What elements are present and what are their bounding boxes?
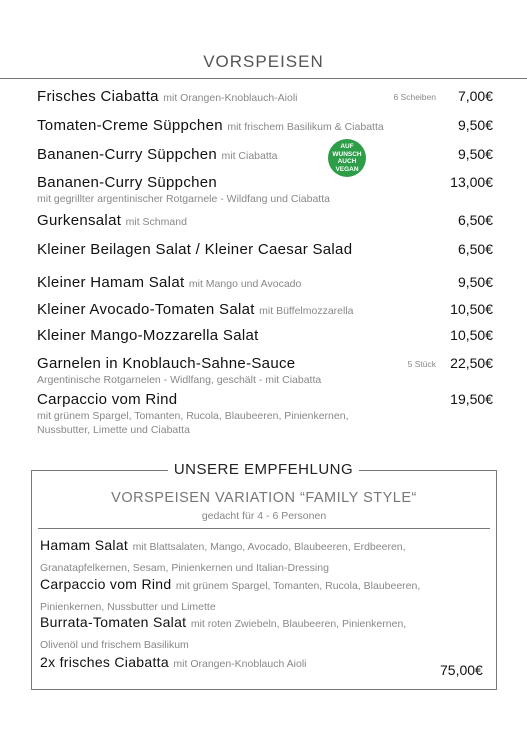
menu-item: [37, 327, 493, 345]
item-name: Kleiner Mango-Mozzarella Salat: [37, 327, 259, 344]
item-price: 19,50€: [450, 391, 493, 407]
item-price: 10,50€: [450, 301, 493, 317]
menu-item: [37, 88, 493, 106]
rec-item-name: Hamam Salat: [40, 537, 129, 553]
item-price: 9,50€: [457, 117, 493, 133]
item-desc: mit Orangen-Knoblauch-Aioli: [163, 92, 298, 104]
recommendation-title: VORSPEISEN VARIATION “FAMILY STYLE“: [111, 490, 417, 506]
rec-item-desc: mit Blattsalaten, Mango, Avocado, Blaubeeren, Erdbeeren,: [132, 541, 406, 553]
item-price: 6,50€: [457, 241, 493, 257]
menu-item: [37, 274, 493, 292]
vegan-badge: [328, 139, 366, 177]
item-name: Gurkensalat: [37, 212, 122, 229]
item-name: Bananen-Curry Süppchen: [37, 146, 218, 163]
vegan-badge-line: WUNSCH: [332, 150, 362, 158]
rec-item-name: Burrata-Tomaten Salat: [40, 614, 187, 630]
menu-item: [37, 117, 493, 135]
item-desc: mit Mango und Avocado: [188, 278, 302, 290]
item-desc: mit Ciabatta: [221, 150, 278, 162]
item-desc: mit frischem Basilikum & Ciabatta: [227, 121, 384, 133]
recommendation-heading: UNSERE EMPFEHLUNG: [168, 461, 359, 478]
menu-item: [37, 174, 493, 206]
vegan-badge-line: AUCH: [337, 158, 357, 165]
menu-item: [37, 355, 493, 387]
rec-item-name: 2x frisches Ciabatta: [40, 654, 169, 670]
item-price: 22,50€: [450, 355, 493, 371]
menu-item: [37, 146, 493, 164]
vegan-badge-line: VEGAN: [335, 165, 359, 173]
item-name: Tomaten-Creme Süppchen: [37, 117, 223, 134]
menu-item: [37, 301, 493, 319]
item-desc: mit grünem Spargel, Tomanten, Rucola, Blaubeeren, Pinienkernen,: [37, 410, 349, 422]
recommendation-divider: [38, 528, 490, 529]
item-desc: mit Schmand: [125, 216, 187, 228]
recommendation-item: [40, 613, 490, 655]
item-qty: 5 Stück: [407, 359, 436, 369]
menu-item: [37, 241, 493, 259]
section-title: VORSPEISEN: [203, 52, 324, 71]
item-desc-line2: Nussbutter, Limette und Ciabatta: [37, 424, 190, 436]
item-price: 9,50€: [457, 146, 493, 162]
item-price: 6,50€: [457, 212, 493, 228]
item-desc: mit gegrillter argentinischer Rotgarnele - Wildfang und Ciabatta: [37, 193, 330, 205]
vegan-badge-line: AUF: [340, 143, 354, 150]
item-price: 9,50€: [457, 274, 493, 290]
rec-item-desc-line2: Olivenöl und frischem Basilikum: [40, 639, 189, 651]
item-price: 7,00€: [457, 88, 493, 104]
item-name: Carpaccio vom Rind: [37, 391, 178, 408]
recommendation-price: 75,00€: [440, 662, 483, 678]
recommendation-item: [40, 653, 490, 674]
section-divider: [0, 78, 527, 79]
rec-item-desc: mit grünem Spargel, Tomanten, Rucola, Blaubeeren,: [175, 580, 421, 592]
item-name: Kleiner Avocado-Tomaten Salat: [37, 301, 255, 318]
menu-item: [37, 391, 493, 437]
item-desc: mit Büffelmozzarella: [259, 305, 354, 317]
item-name: Garnelen in Knoblauch-Sahne-Sauce: [37, 355, 296, 372]
rec-item-name: Carpaccio vom Rind: [40, 576, 172, 592]
recommendation-heading-wrap: [0, 461, 527, 479]
rec-item-desc: mit Orangen-Knoblauch Aioli: [173, 658, 307, 670]
menu-item: [37, 212, 493, 230]
item-name: Kleiner Hamam Salat: [37, 274, 185, 291]
recommendation-item: [40, 536, 490, 578]
item-name: Frisches Ciabatta: [37, 88, 159, 105]
rec-item-desc-line2: Pinienkernen, Nussbutter und Limette: [40, 601, 216, 613]
rec-item-desc-line2: Granatapfelkernen, Sesam, Pinienkernen und Italian-Dressing: [40, 562, 329, 574]
item-desc: Argentinische Rotgarnelen - Widlfang, geschält - mit Ciabatta: [37, 374, 322, 386]
item-price: 13,00€: [450, 174, 493, 190]
recommendation-item: [40, 575, 490, 617]
rec-item-desc: mit roten Zwiebeln, Blaubeeren, Pinienkernen,: [190, 618, 407, 630]
item-name: Kleiner Beilagen Salat / Kleiner Caesar Salad: [37, 241, 353, 258]
item-qty: 6 Scheiben: [393, 92, 436, 102]
item-name: Bananen-Curry Süppchen: [37, 174, 218, 191]
recommendation-subtitle: gedacht für 4 - 6 Personen: [201, 510, 327, 522]
item-price: 10,50€: [450, 327, 493, 343]
